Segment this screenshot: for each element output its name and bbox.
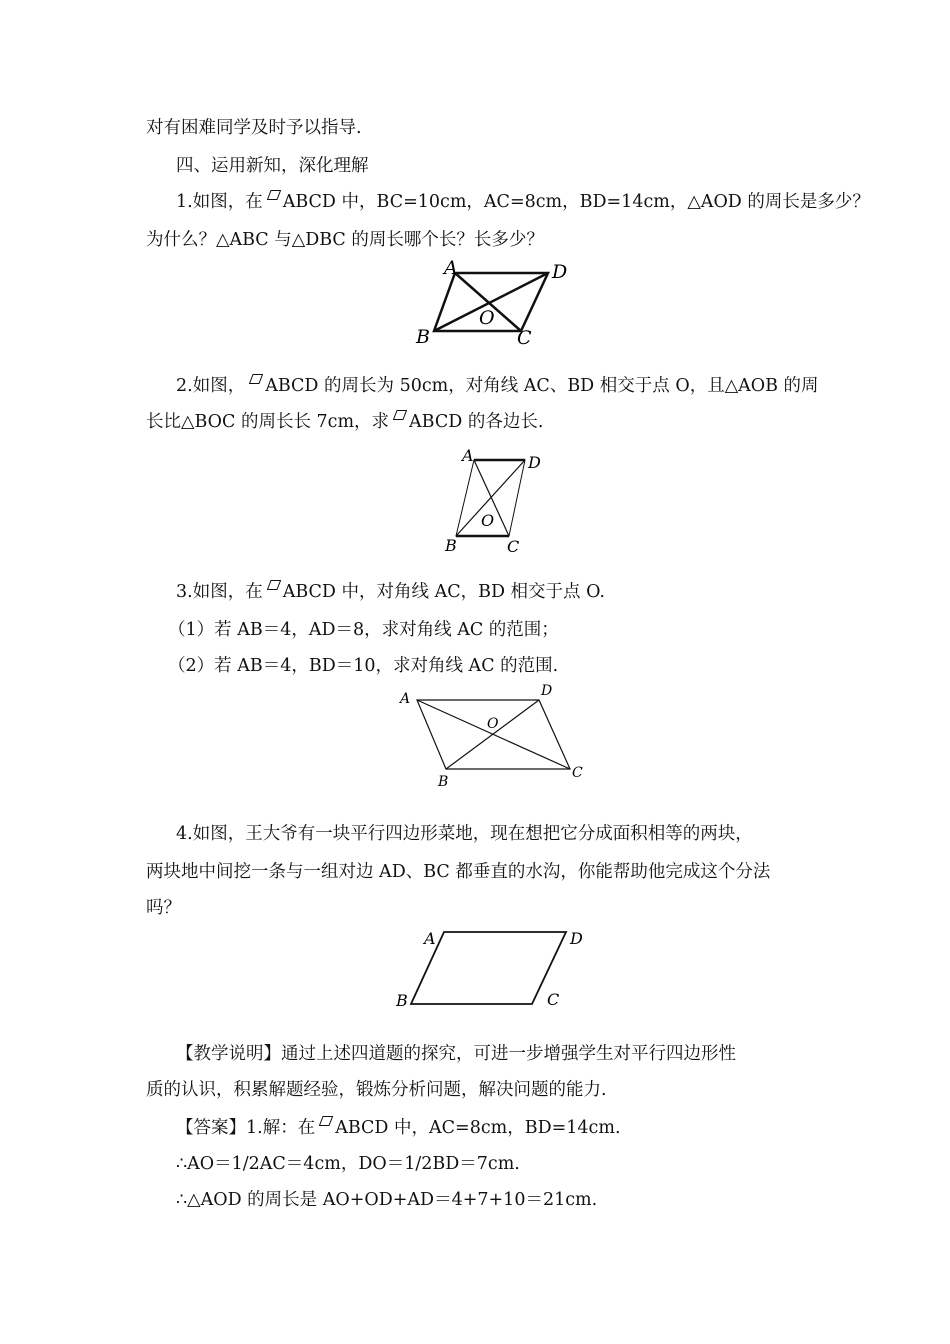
q3-diagonal-bd [446, 700, 539, 769]
q2-label-d: D [528, 453, 541, 472]
intro-line: 对有困难同学及时予以指导. [146, 118, 362, 138]
q4-label-c: C [547, 990, 560, 1009]
q3-figure [392, 680, 612, 790]
q3-label-c: C [572, 765, 583, 781]
teaching-note-line2: 质的认识，积累解题经验，锻炼分析问题，解决问题的能力. [146, 1080, 607, 1100]
q1-label-a: A [444, 257, 458, 279]
q1-line1: 1.如图，在 ABCD 中，BC=10cm，AC=8cm，BD=14cm，△AOD 的周长是多少？ [176, 192, 870, 212]
answer-line1: 【答案】1.解：在 ABCD 中，AC=8cm，BD=14cm. [176, 1118, 621, 1138]
q2-line1: 2.如图， ABCD 的周长为 50cm，对角线 AC、BD 相交于点 O，且△AOB 的周 [176, 376, 819, 396]
answer-line3: ∴△AOD 的周长是 AO+OD+AD＝4+7+10＝21cm. [176, 1190, 598, 1210]
q4-label-a: A [424, 929, 436, 948]
q1-figure [400, 256, 600, 356]
q3-label-a: A [400, 691, 411, 707]
q2-line2: 长比△BOC 的周长长 7cm，求 ABCD 的各边长. [146, 412, 544, 432]
q2-label-c: C [507, 537, 520, 556]
q4-figure [392, 922, 602, 1012]
q1-label-b: B [416, 326, 430, 348]
parallelogram-icon [393, 410, 407, 420]
q4-line2: 两块地中间挖一条与一组对边 AD、BC 都垂直的水沟，你能帮助他完成这个分法 [146, 862, 771, 882]
q4-label-b: B [396, 991, 408, 1010]
q1-label-c: C [517, 327, 532, 349]
q1-label-d: D [552, 261, 568, 283]
parallelogram-icon [249, 374, 263, 384]
q3-label-d: D [541, 683, 553, 699]
parallelogram-icon [319, 1116, 333, 1126]
parallelogram-icon [267, 580, 281, 590]
answer-line2: ∴AO＝1/2AC＝4cm，DO＝1/2BD＝7cm. [176, 1154, 520, 1174]
parallelogram-icon [267, 190, 281, 200]
q3-label-o: O [487, 716, 499, 732]
q4-label-d: D [570, 929, 583, 948]
q3-sub1: （1）若 AB＝4，AD＝8，求对角线 AC 的范围； [168, 620, 559, 640]
q1-label-o: O [479, 307, 495, 329]
q2-label-b: B [445, 536, 457, 555]
section-heading: 四、运用新知，深化理解 [176, 156, 369, 176]
q4-line3: 吗？ [146, 898, 181, 918]
teaching-note-line1: 【教学说明】通过上述四道题的探究，可进一步增强学生对平行四边形性 [176, 1044, 736, 1064]
q2-figure [440, 444, 570, 564]
q4-line1: 4.如图，王大爷有一块平行四边形菜地，现在想把它分成面积相等的两块， [176, 824, 753, 844]
q2-label-a: A [462, 446, 474, 465]
q2-label-o: O [481, 511, 495, 530]
q3-line1: 3.如图，在 ABCD 中，对角线 AC，BD 相交于点 O. [176, 582, 605, 602]
q3-sub2: （2）若 AB＝4，BD＝10，求对角线 AC 的范围. [168, 656, 559, 676]
q3-label-b: B [438, 774, 449, 790]
q1-line2: 为什么？△ABC 与△DBC 的周长哪个长？长多少？ [146, 230, 544, 250]
